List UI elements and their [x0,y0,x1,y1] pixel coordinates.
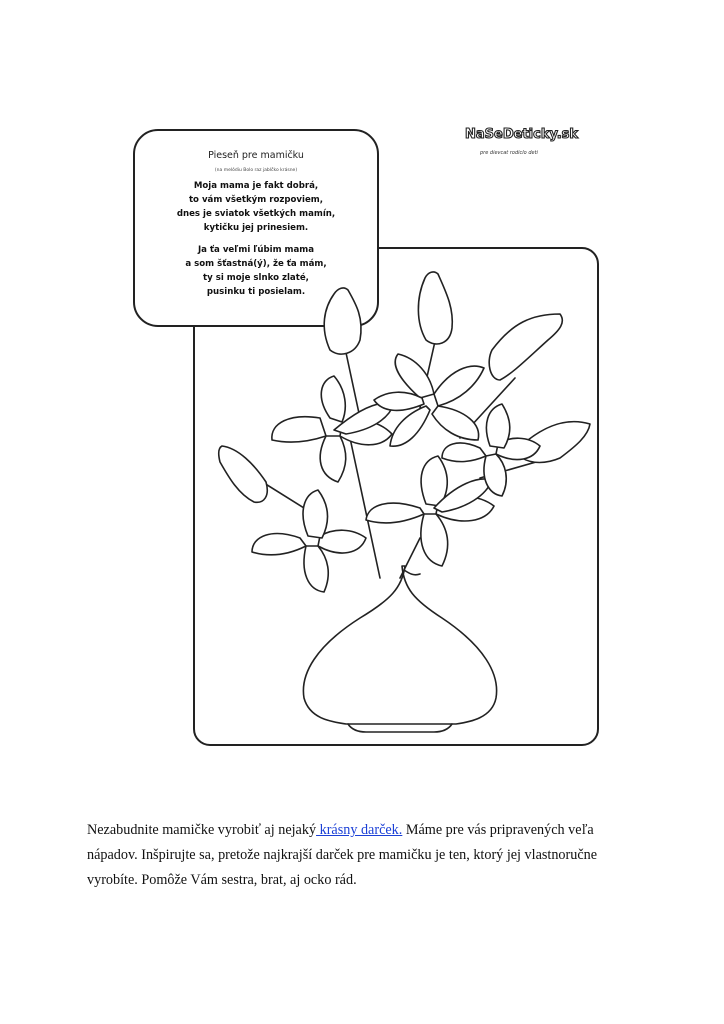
logo-tagline: pre dievcat rodiclo deti [480,150,538,156]
poem-line: Moja mama je fakt dobrá, [193,181,319,191]
poem-line: to vám všetkým rozpoviem, [188,195,324,205]
poem-line: kytičku jej prinesiem. [203,223,309,233]
coloring-page-illustration [120,118,610,758]
paragraph-text-start: Nezabudnite mamičke vyrobiť aj nejaký [87,822,317,838]
poem-line: a som šťastná(ý), že ťa mám, [185,259,327,269]
poem-subtitle: (na melódiu Bolo raz jablčko krásne) [214,168,298,173]
body-paragraph [87,818,647,893]
paragraph-text-end: Máme pre vás pripravených veľa nápadov. Inšpirujte sa, pretože najkrajší darček pre mamičku je ten, ktorý jej vlastnoručne vyrobíte. Pomôže Vám sestra, brat, aj ocko rád. [87,822,598,888]
poem-line: pusinku ti posielam. [206,287,306,297]
poem-title: Pieseň pre mamičku [208,150,304,161]
poem-line: dnes je sviatok všetkých mamín, [176,209,336,219]
poem-line: ty si moje slnko zlaté, [203,273,309,283]
gift-ideas-link[interactable]: krásny darček. [316,822,403,838]
site-logo: NaSeDeticky.sk [465,127,579,142]
poem-line: Ja ťa veľmi ľúbim mama [197,245,315,255]
